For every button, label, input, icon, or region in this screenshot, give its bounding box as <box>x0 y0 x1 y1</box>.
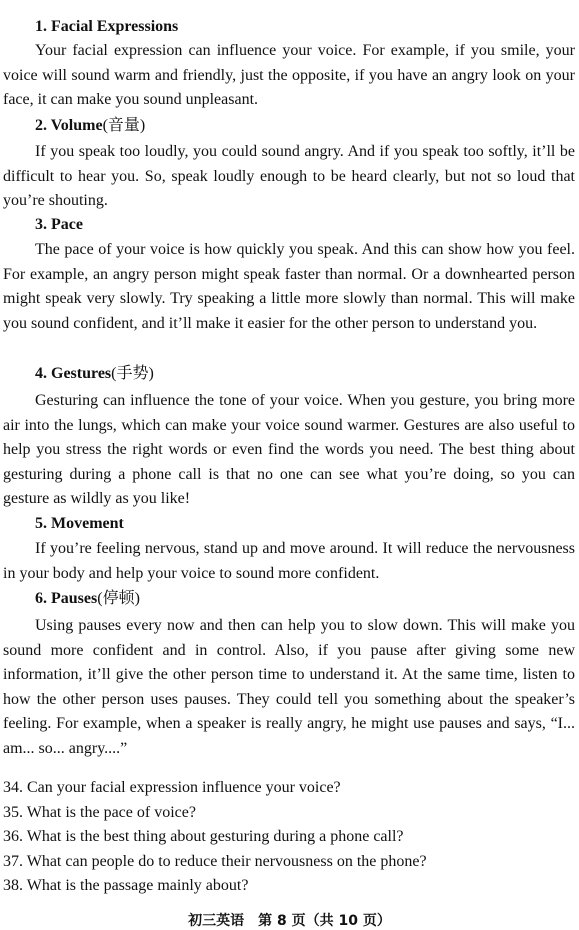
section-2-body: If you speak too loudly, you could sound angry. And if you speak too softly, it’ll be difficult to hear you. So, speak loudly enough to be heard clearly, but not so loud that you’re shouting. <box>3 143 575 210</box>
section-1-title <box>35 17 178 37</box>
question-35: 35. What is the pace of voice? <box>3 803 196 821</box>
section-5-body: If you’re feeling nervous, stand up and move around. It will reduce the nervousness in your body and help your voice to sound more confident. <box>3 540 575 582</box>
section-4-title-cn: (手势) <box>111 365 154 382</box>
question-37: 37. What can people do to reduce their nervousness on the phone? <box>3 852 427 870</box>
question-list <box>3 776 575 899</box>
section-6-title <box>35 589 140 609</box>
question-36: 36. What is the best thing about gesturing during a phone call? <box>3 828 404 846</box>
section-6-title-text: 6. Pauses <box>35 590 98 607</box>
question-38: 38. What is the passage mainly about? <box>3 877 249 895</box>
section-6-title-cn: (停顿) <box>97 590 140 607</box>
section-1-body: Your facial expression can influence your voice. For example, if you smile, your voice will sound warm and friendly, just the opposite, if you have an angry look on your face, it can make you sound unpleasant. <box>3 42 575 109</box>
section-6-body: Using pauses every now and then can help you to slow down. This will make you sound more confident and in control. Also, if you pause after giving some new information, it’ll give the other person time to understand it. At the same time, listen to how the other person uses pauses. They could tell you something about the speaker’s feeling. For example, when a speaker is really angry, he might use pauses and says, “I... am... so... angry....” <box>3 617 575 757</box>
section-1-title-text: 1. Facial Expressions <box>35 18 179 35</box>
section-3-body: The pace of your voice is how quickly you speak. And this can show how you feel. For example, an angry person might speak faster than normal. Or a downhearted person might speak very slowly. Try speaking a little more slowly than normal. This will make you sound confident, and it’ll make it easier for the other person to understand you. <box>3 241 575 332</box>
section-4-title <box>35 364 154 384</box>
section-4-body: Gesturing can influence the tone of your voice. When you gesture, you bring more air into the lungs, which can make your voice sound warmer. Gestures are also useful to help you stress the right words or even find the words you need. The best thing about gesturing during a phone call is that no one can see what you’re doing, so you can gesture as wildly as you like! <box>3 392 575 508</box>
section-5-title <box>35 514 124 534</box>
section-3-title <box>35 215 83 235</box>
page-footer: 初三英语 第 8 页（共 10 页） <box>188 913 391 929</box>
section-2-title <box>35 116 145 136</box>
section-2-title-text: 2. Volume <box>35 117 103 134</box>
section-3-title-text: 3. Pace <box>35 216 83 233</box>
section-5-title-text: 5. Movement <box>35 515 124 532</box>
section-2-title-cn: (音量) <box>102 117 146 134</box>
section-4-title-text: 4. Gestures <box>35 365 112 382</box>
question-34: 34. Can your facial expression influence your voice? <box>3 779 341 796</box>
